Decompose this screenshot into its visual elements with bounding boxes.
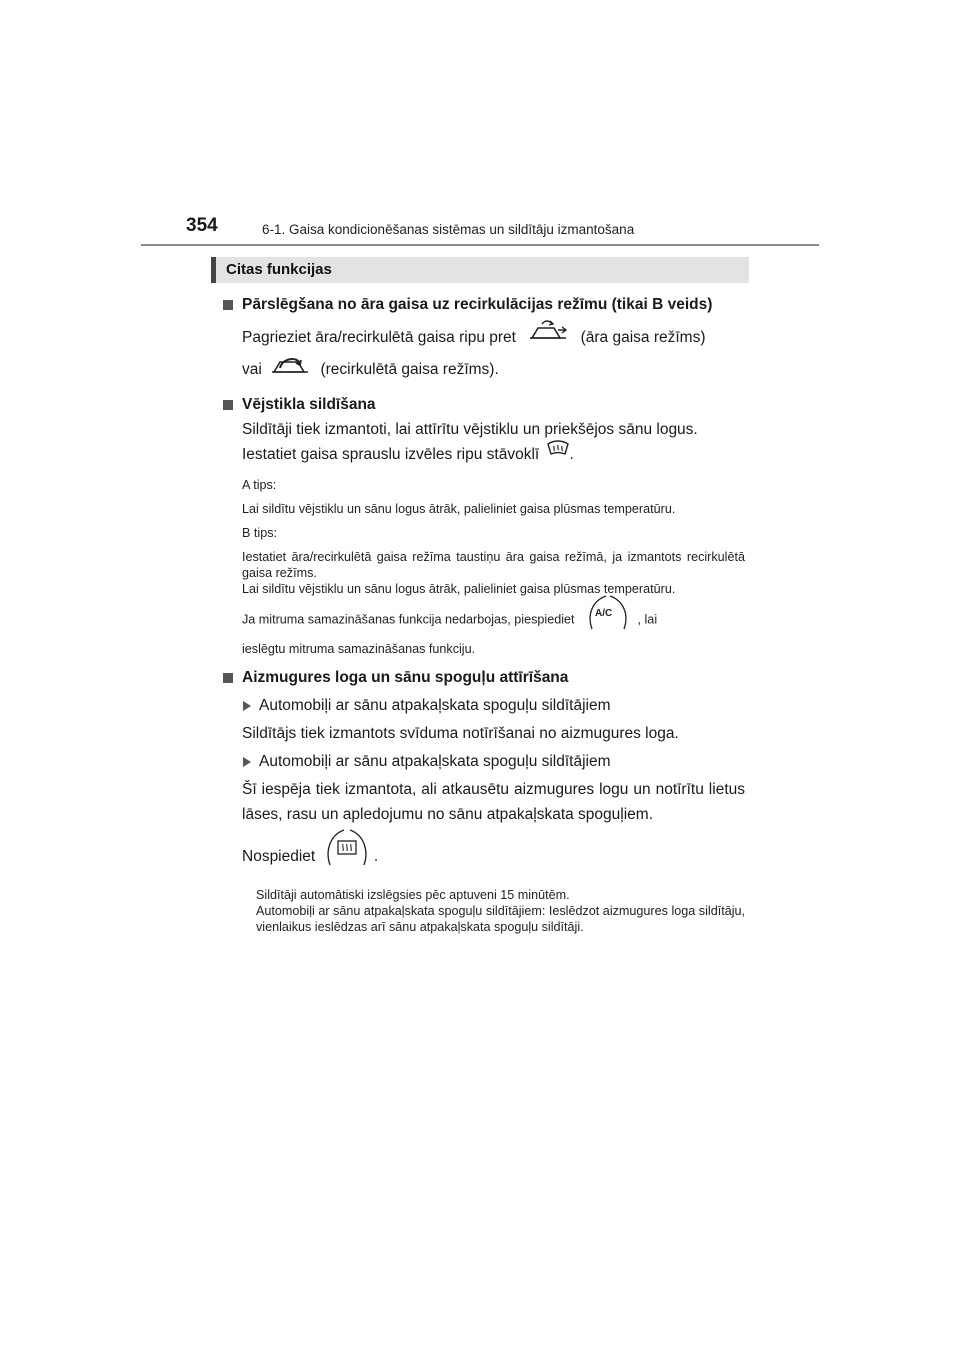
recirculation-text-b: (āra gaisa režīms): [580, 329, 706, 347]
item1-text: Automobiļi ar sānu atpakaļskata spoguļu sildītājiem: [259, 697, 611, 714]
bullet-square-icon: [223, 400, 233, 410]
ac-button-icon: [586, 593, 630, 633]
bullet-square-icon: [223, 300, 233, 310]
section-title-bar: [211, 257, 749, 283]
press-instruction: [221, 837, 745, 877]
windshield-line-2: [221, 442, 745, 468]
windshield-defroster-icon: [546, 438, 570, 468]
windshield-line-2-text: Iestatiet gaisa sprauslu izvēles ripu stāvoklī: [242, 446, 540, 464]
heading-rear-defog: [221, 665, 745, 690]
heading-rear-defog-text: Aizmugures loga un sānu spoguļu attīrīšana: [242, 669, 569, 686]
ac-instruction: [221, 607, 745, 633]
heading-recirculation: [221, 292, 745, 317]
triangle-bullet-icon: [243, 701, 251, 711]
windshield-line-1: Sildītāji tiek izmantoti, lai attīrītu vējstiklu un priekšējos sānu logus.: [242, 421, 698, 438]
press-text-b: .: [373, 848, 379, 866]
ac-button-label: A/C: [595, 608, 613, 619]
rear-defog-text-2: Šī iespēja tiek izmantota, ali atkausētu aizmugures logu un notīrītu lietus lāses, rasu un apledojumu no sānu atpakaļskata spoguļiem.: [242, 781, 745, 823]
recirculation-text-c: vai: [242, 361, 262, 379]
tip-a-label: A tips:: [242, 478, 277, 492]
item2-text: Automobiļi ar sānu atpakaļskata spoguļu sildītājiem: [259, 753, 611, 770]
ac-text-a: Ja mitruma samazināšanas funkcija nedarbojas, piespiediet: [242, 612, 575, 627]
bullet-square-icon: [223, 673, 233, 683]
header-divider: [141, 244, 819, 246]
recirculation-icon: [270, 348, 310, 386]
heading-recirculation-text: Pārslēgšana no āra gaisa uz recirkulācijas režīmu (tikai B veids): [242, 296, 713, 313]
note-2: Automobiļi ar sānu atpakaļskata spoguļu sildītājiem: Ieslēdzot aizmugures loga sildītāju, vienlaikus ieslēdzas arī sānu atpakaļskata spoguļu sildītāji.: [256, 904, 745, 934]
page-content: [221, 292, 745, 935]
tip-b-text-2: Lai sildītu vējstiklu un sānu logus ātrāk, palieliniet gaisa plūsmas temperatūru.: [242, 582, 676, 596]
page-number: 354: [186, 215, 218, 236]
press-text-a: Nospiediet: [242, 848, 316, 866]
heading-windshield-text: Vējstikla sildīšana: [242, 396, 376, 413]
ac-text-b: , lai: [637, 612, 658, 627]
heading-windshield: [221, 392, 745, 417]
triangle-bullet-icon: [243, 757, 251, 767]
tip-b-label: B tips:: [242, 526, 277, 540]
recirculation-text-d: (recirkulētā gaisa režīms).: [320, 361, 499, 379]
list-item-mirror-heaters-2: [221, 749, 745, 774]
tip-b-text-1: Iestatiet āra/recirkulētā gaisa režīma taustiņu āra gaisa režīmā, ja izmantots recirkulētā gaisa režīms.: [242, 550, 745, 580]
recirculation-text-a: Pagrieziet āra/recirkulētā gaisa ripu pret: [242, 329, 516, 347]
recirculation-instructions: [221, 322, 745, 386]
rear-defog-text-1: Sildītājs tiek izmantots svīduma notīrīšanai no aizmugures loga.: [242, 725, 679, 742]
chapter-title: 6-1. Gaisa kondicionēšanas sistēmas un sildītāju izmantošana: [262, 222, 635, 237]
fresh-air-icon: [528, 316, 568, 354]
windshield-line-2-end: .: [569, 446, 574, 464]
ac-text-c: ieslēgtu mitruma samazināšanas funkciju.: [242, 642, 476, 656]
note-1: Sildītāji automātiski izslēgsies pēc aptuveni 15 minūtēm.: [256, 888, 570, 902]
list-item-mirror-heaters-1: [221, 693, 745, 718]
section-title: Citas funkcijas: [226, 261, 332, 278]
rear-defogger-button-icon: [324, 827, 370, 877]
tip-a-text: Lai sildītu vējstiklu un sānu logus ātrāk, palieliniet gaisa plūsmas temperatūru.: [242, 502, 676, 516]
